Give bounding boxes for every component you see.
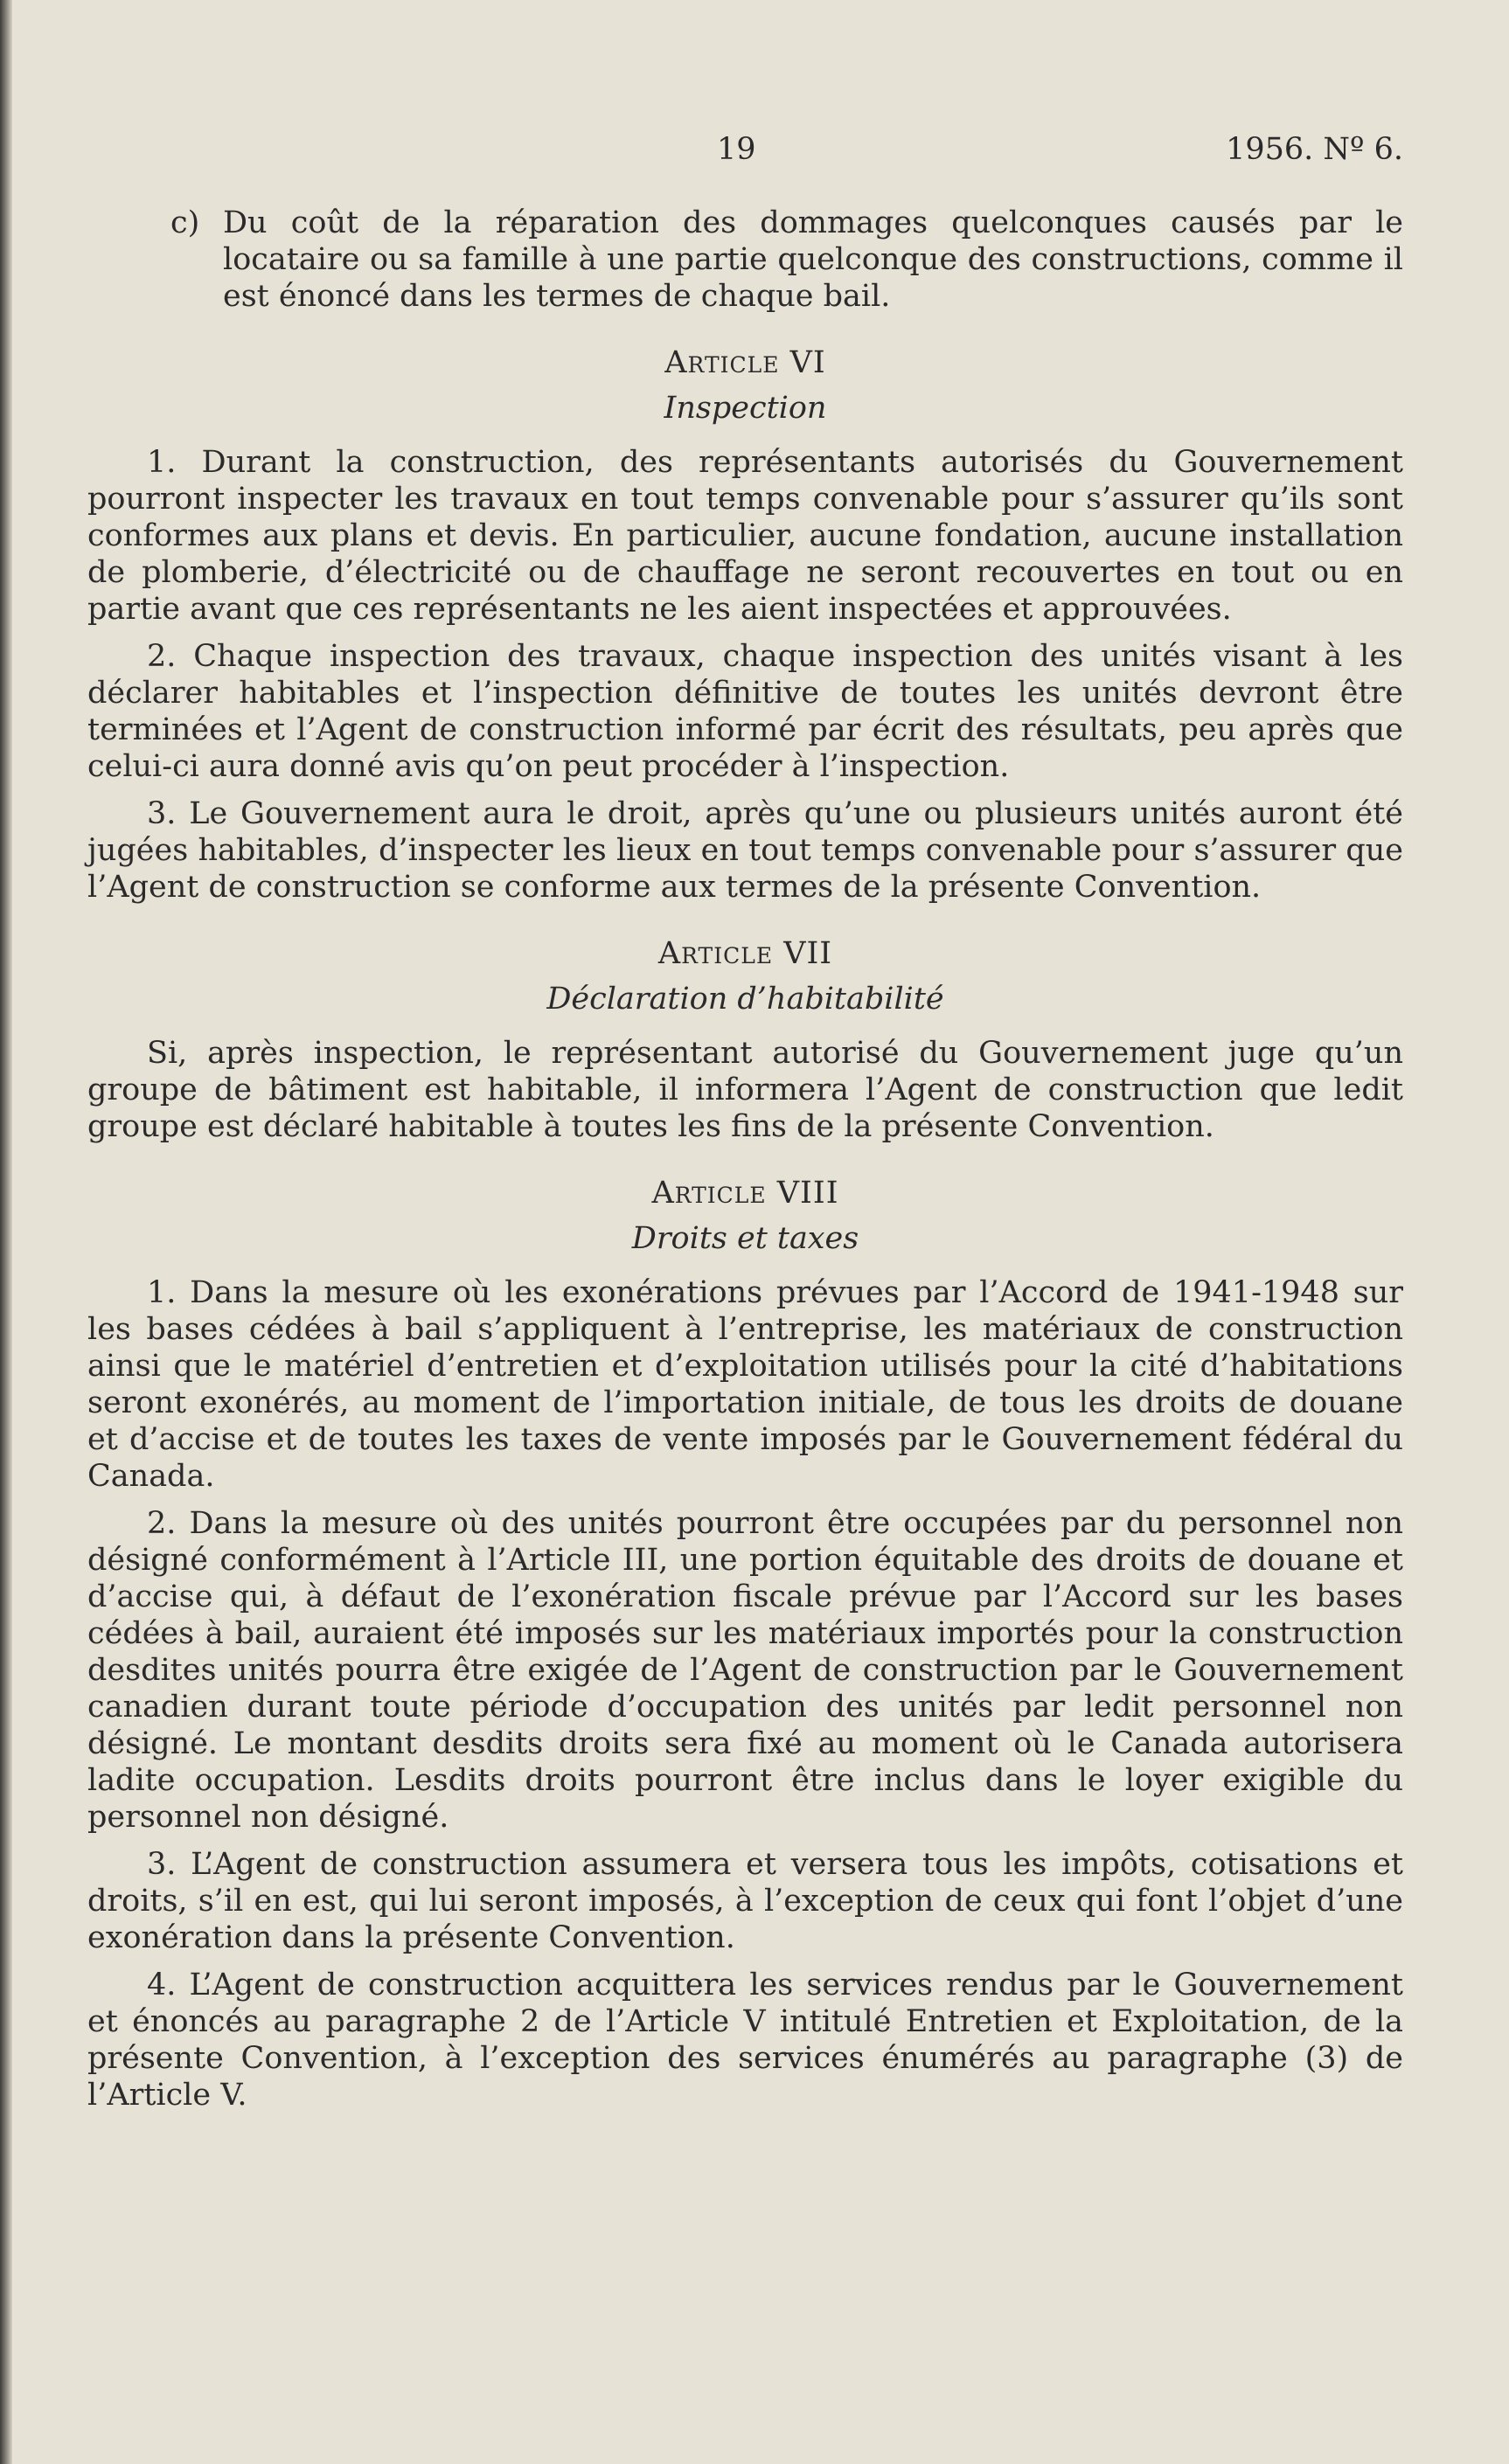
paragraph: 2. Dans la mesure où des unités pourront être occupées par du personnel non désigné conformément à l’Article III, une portion équitable des droits de douane et d’accise qui, à défaut de l’exonération fiscale prévue par l’Accord sur les bases cédées à bail, auraient été imposés sur les matériaux importés pour la construction desdites unités pourra être exigée de l’Agent de construction par le Gouvernement canadien durant toute période d’occupation des unités par ledit personnel non désigné. Le montant desdits droits sera fixé au moment où le Canada autorisera ladite occupation. Lesdits droits pourront être inclus dans le loyer exigible du personnel non désigné.: [87, 1506, 1403, 1835]
page-header: [87, 131, 1403, 175]
paragraph: 1. Dans la mesure où les exonérations prévues par l’Accord de 1941-1948 sur les bases cédées à bail s’appliquent à l’entreprise, les matériaux de construction ainsi que le matériel d’entretien et d’exploitation utilisés pour la cité d’habitations seront exonérés, au moment de l’importation initiale, de tous les droits de douane et d’accise et de toutes les taxes de vente imposés par le Gouvernement fédéral du Canada.: [87, 1275, 1403, 1494]
document-page: [87, 131, 1403, 2124]
list-marker: c): [170, 205, 200, 240]
page-binding-edge: [0, 0, 12, 2464]
article-viii: [87, 1175, 1403, 2113]
paragraph: 4. L’Agent de construction acquittera les services rendus par le Gouvernement et énoncés au paragraphe 2 de l’Article V intitulé Entretien et Exploitation, de la présente Convention, à l’exception des services énumérés au paragraphe (3) de l’Article V.: [87, 1968, 1403, 2113]
page-number: 19: [717, 132, 756, 167]
article-vii: [87, 935, 1403, 1145]
paragraph: 2. Chaque inspection des travaux, chaque inspection des unités visant à les déclarer habitables et l’inspection définitive de toutes les unités devront être terminées et l’Agent de construction informé par écrit des résultats, peu après que celui-ci aura donné avis qu’on peut procéder à l’inspection.: [87, 639, 1403, 784]
list-item-c: [87, 205, 1403, 315]
article-vi: [87, 344, 1403, 906]
paragraph: 3. Le Gouvernement aura le droit, après qu’une ou plusieurs unités auront été jugées habitables, d’inspecter les lieux en tout temps convenable pour s’assurer que l’Agent de construction se conforme aux termes de la présente Convention.: [87, 796, 1403, 905]
article-subtitle: Inspection: [664, 391, 827, 426]
paragraph: Si, après inspection, le représentant autorisé du Gouvernement juge qu’un groupe de bâtiment est habitable, il informera l’Agent de construction que ledit groupe est déclaré habitable à toutes les fins de la présente Convention.: [87, 1036, 1403, 1144]
paragraph: 1. Durant la construction, des représentants autorisés du Gouvernement pourront inspecter les travaux en tout temps convenable pour s’assurer qu’ils sont conformes aux plans et devis. En particulier, aucune fondation, aucune installation de plomberie, d’électricité ou de chauffage ne seront recouvertes en tout ou en partie avant que ces représentants ne les aient inspectées et approuvées.: [87, 445, 1403, 627]
article-subtitle: Déclaration d’habitabilité: [546, 982, 944, 1017]
article-heading: Article VII: [657, 936, 833, 971]
paragraph: 3. L’Agent de construction assumera et versera tous les impôts, cotisations et droits, s’il en est, qui lui seront imposés, à l’exception de ceux qui font l’objet d’une exonération dans la présente Convention.: [87, 1847, 1403, 1955]
article-subtitle: Droits et taxes: [631, 1221, 859, 1256]
article-heading: Article VIII: [651, 1176, 839, 1211]
document-reference: 1956. Nº 6.: [1226, 132, 1403, 167]
list-item-text: Du coût de la réparation des dommages quelconques causés par le locataire ou sa famille à une partie quelconque des constructions, comme il est énoncé dans les termes de chaque bail.: [223, 205, 1403, 314]
article-heading: Article VI: [664, 345, 826, 380]
